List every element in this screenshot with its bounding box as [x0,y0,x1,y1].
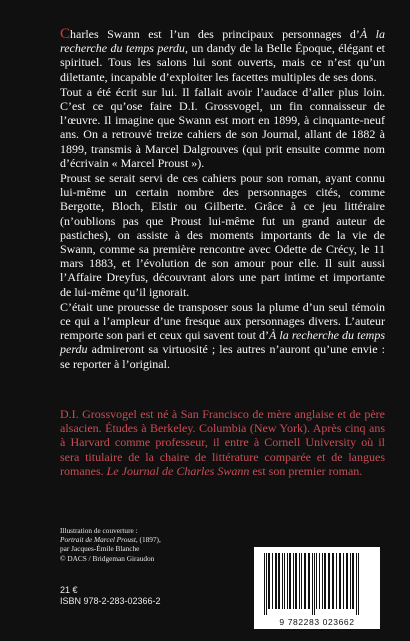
isbn: ISBN 978-2-283-02366-2 [60,596,161,606]
barcode-bar [312,553,313,615]
barcode-bar [278,553,280,609]
credits-line: © DACS / Bridgeman Giraudon [60,553,155,563]
barcode-bar [328,553,330,609]
summary-paragraph-4 [60,300,385,371]
barcode-bar [336,553,337,609]
barcode-bar [358,553,359,615]
book-title-italic: À la recherche du temps perdu [60,27,385,56]
barcode-bar [272,553,273,609]
barcode-bar [266,553,267,615]
barcode-bar [289,553,291,609]
author-bio-text: D.I. Grossvogel est né à San Francisco de mère anglaise et de père alsacien. Études à Berkeley. Columbia (New York). Après cinq ans à Harvard comme professeur, il entre à Cornell University où il sera titulaire de la chaire de littérature comparée et de langues romanes. [60,407,385,478]
portrait-title-italic: Portrait de Marcel Proust [60,535,136,545]
summary-text-run: C’était une prouesse de transposer sous la plume d’un seul témoin ce qui a l’ampleur d’une fresque aux personnages divers. L’auteur remporte son pari et ceux qui savent tout d’ [60,299,385,343]
barcode-bar [304,553,306,609]
summary-text-run: harles Swann est l’un des principaux personnages d’ [70,27,360,41]
barcode-bar [268,553,270,609]
author-bio [60,407,385,478]
barcode-bar [301,553,302,609]
barcode-bar [352,553,354,609]
barcode-bars [254,547,380,617]
drop-cap: C [60,26,71,42]
barcode-bar [324,553,326,609]
price-isbn-block [60,585,230,607]
credits-text: , (1897), [135,535,161,545]
barcode [254,547,380,629]
barcode-bar [343,553,344,609]
barcode-bar [339,553,341,609]
barcode-bar [322,553,323,609]
novel-title-italic: Le Journal de Charles Swann [106,463,250,478]
barcode-bar [319,553,320,609]
barcode-bar [314,553,315,615]
barcode-bar [308,553,310,609]
barcode-bar [295,553,297,609]
barcode-bar [332,553,334,609]
author-bio-paragraph [60,407,385,478]
summary-paragraph-3: Proust se serait servi de ces cahiers pour son roman, ayant connu lui-même un certain nombre des personnages cités, comme Bergotte, Bloch, Elstir ou Gilberte. Grâce à ce jeu littéraire (n’oublions pas que Proust lui-même fut un grand auteur de pastiches), on assiste à des moments importants de la vie de Swann, comme sa première rencontre avec Odette de Crécy, le 11 mars 1883, et l’évolution de son amour pour elle. Il suit aussi l’Affaire Dreyfus, découvrant alors une part intime et importante de lui-même qu’il ignorait. [60,171,385,299]
barcode-digits: 9 782283 023662 [279,617,355,627]
book-title-italic: À la recherche du temps perdu [60,328,386,357]
author-bio-text: est son premier roman. [249,463,363,478]
summary-paragraph-2: Tout a été écrit sur lui. Il fallait avoir l’audace d’aller plus loin. C’est ce qu’ose faire D.I. Grossvogel, un fin connaisseur de l’œuvre. Il imagine que Swann est mort en 1899, à cinquante-neuf ans. On a retrouvé treize cahiers de son Journal, allant de 1882 à 1899, transmis à Marcel Dalgrouves (qui prit ensuite comme nom d’écrivain « Marcel Proust »). [60,84,385,170]
barcode-bar [287,553,288,609]
barcode-bar [346,553,348,609]
credits-line: par Jacques-Émile Blanche [60,544,140,554]
summary-paragraph-1 [60,27,385,84]
price: 21 € [60,585,78,595]
summary-text [60,27,385,372]
summary-text-run: admireront sa virtuosité ; les autres n’auront qu’une envie : se reporter à l’original. [60,342,385,371]
barcode-bar [275,553,277,609]
barcode-bar [293,553,294,609]
illustration-credits [60,526,230,563]
barcode-bar [284,553,285,609]
summary-text-run: , un dandy de la Belle Époque, élégant et spirituel. Tous les salons lui sont ouverts, mais ce n’est qu’un dilettante, incapable d’exploiter les facettes multiples de ses dons. [60,41,385,84]
barcode-bar [350,553,351,609]
barcode-bar [316,553,317,609]
credits-line: Illustration de couverture : [60,526,138,535]
barcode-bar [356,553,357,615]
barcode-bar [264,553,265,615]
barcode-bar [299,553,300,609]
barcode-bar [282,553,283,609]
